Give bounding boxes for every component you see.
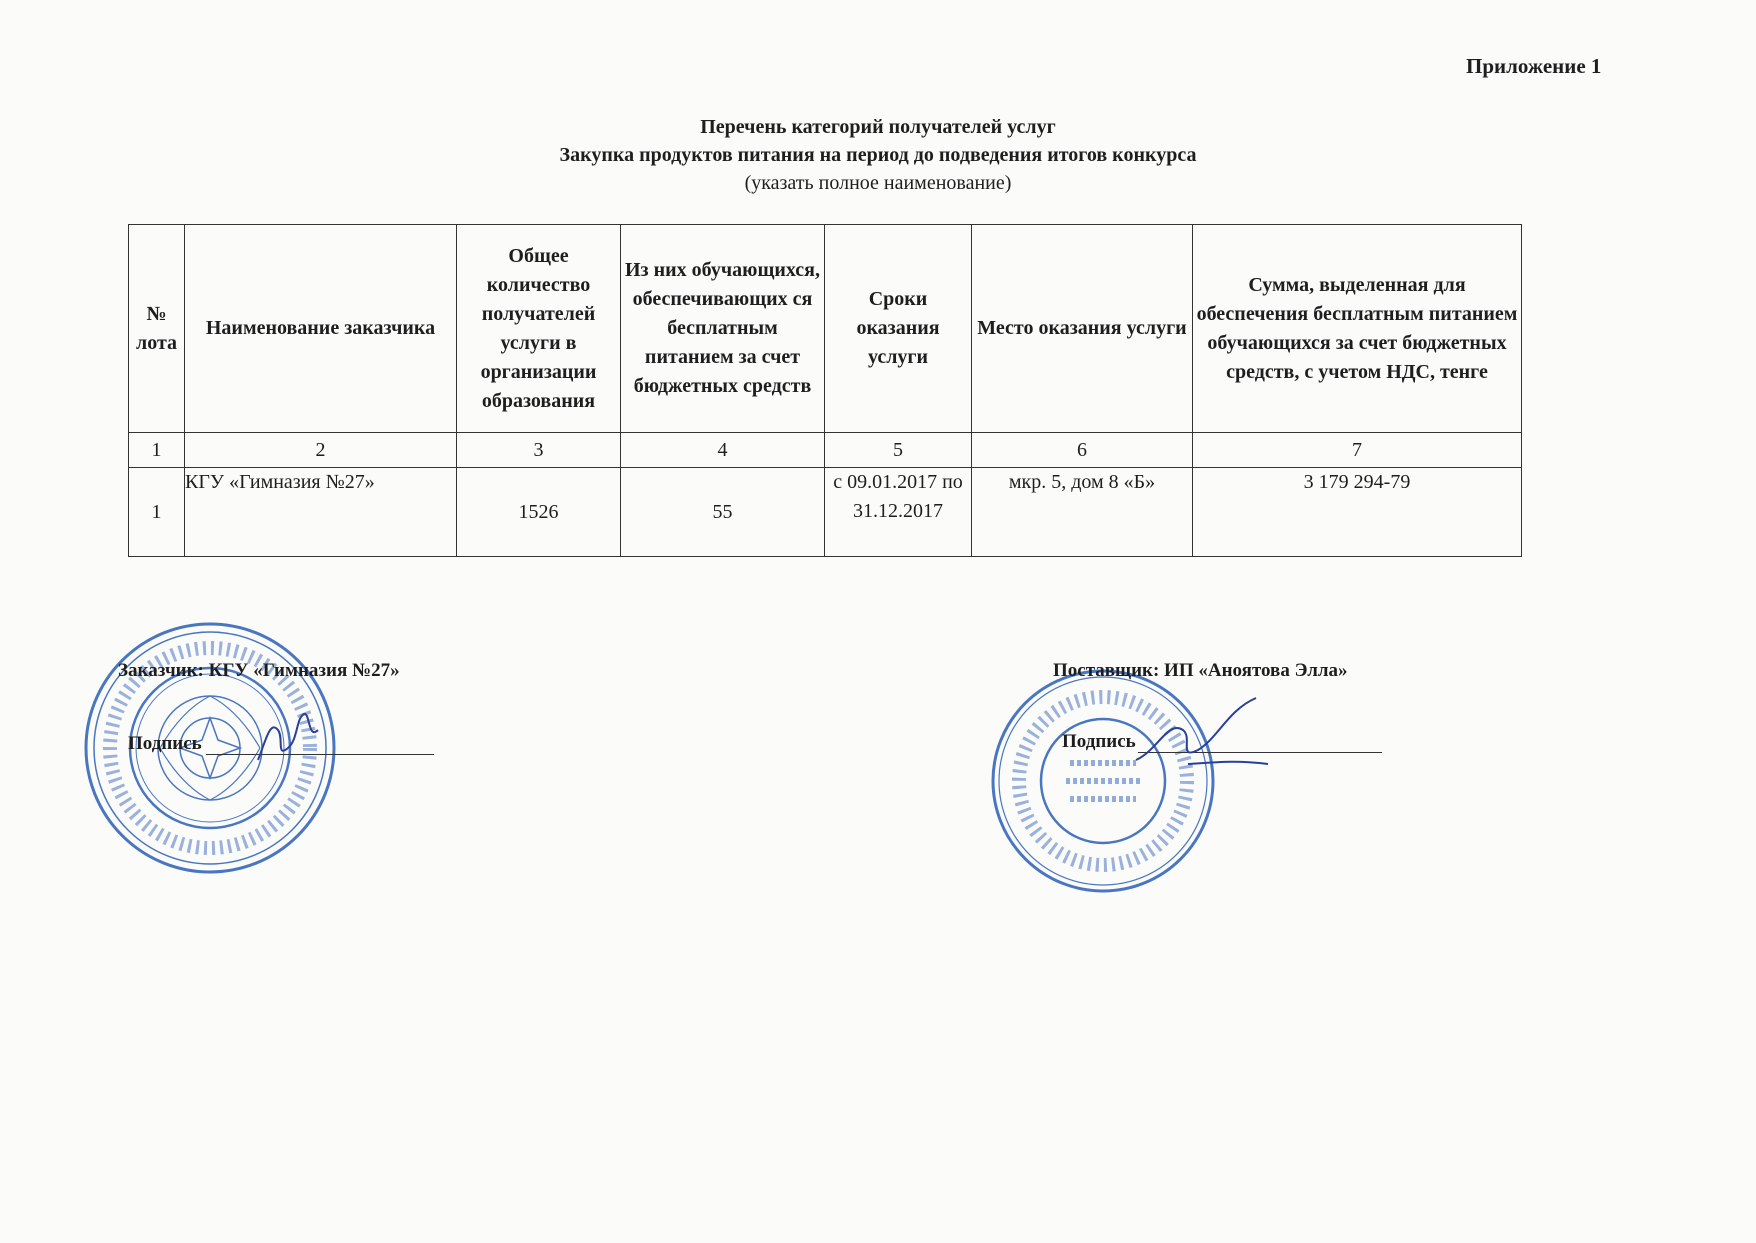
column-number: 3 xyxy=(457,433,621,468)
supplier-signature-label: Подпись xyxy=(1062,731,1136,752)
header-period: Сроки оказания услуги xyxy=(825,225,972,433)
header-total: Общее количество получателей услуги в организации образования xyxy=(457,225,621,433)
title-line-1: Перечень категорий получателей услуг xyxy=(700,116,1056,138)
column-number: 2 xyxy=(185,433,457,468)
customer-handwritten-signature xyxy=(248,700,328,772)
header-lot: № лота xyxy=(129,225,185,433)
header-sum: Сумма, выделенная для обеспечения бесплатным питанием обучающихся за счет бюджетных средств, с учетом НДС, тенге xyxy=(1193,225,1522,433)
recipients-table xyxy=(128,224,1522,557)
cell-customer: КГУ «Гимназия №27» xyxy=(185,468,457,557)
cell-free-meals: 55 xyxy=(621,468,825,557)
column-number: 4 xyxy=(621,433,825,468)
table-row xyxy=(129,468,1522,557)
cell-total: 1526 xyxy=(457,468,621,557)
column-number: 5 xyxy=(825,433,972,468)
column-number: 7 xyxy=(1193,433,1522,468)
column-number-row xyxy=(129,433,1522,468)
customer-signature-label: Подпись xyxy=(128,733,202,754)
column-number: 1 xyxy=(129,433,185,468)
cell-sum: 3 179 294-79 xyxy=(1193,468,1522,557)
supplier-handwritten-signature xyxy=(1128,690,1278,780)
header-free-meals: Из них обучающихся, обеспечивающих ся бесплатным питанием за счет бюджетных средств xyxy=(621,225,825,433)
annex-label: Приложение 1 xyxy=(1466,54,1602,78)
cell-period: с 09.01.2017 по 31.12.2017 xyxy=(825,468,972,557)
supplier-label: Поставщик: ИП «Аноятова Элла» xyxy=(1053,660,1348,681)
header-place: Место оказания услуги xyxy=(972,225,1193,433)
column-number: 6 xyxy=(972,433,1193,468)
customer-label: Заказчик: КГУ «Гимназия №27» xyxy=(118,660,400,681)
table-header-row xyxy=(129,225,1522,433)
header-customer: Наименование заказчика xyxy=(185,225,457,433)
title-line-2: Закупка продуктов питания на период до подведения итогов конкурса xyxy=(559,144,1197,166)
document-title xyxy=(0,113,1756,197)
cell-lot: 1 xyxy=(129,468,185,557)
cell-place: мкр. 5, дом 8 «Б» xyxy=(972,468,1193,557)
title-line-3: (указать полное наименование) xyxy=(744,172,1012,194)
